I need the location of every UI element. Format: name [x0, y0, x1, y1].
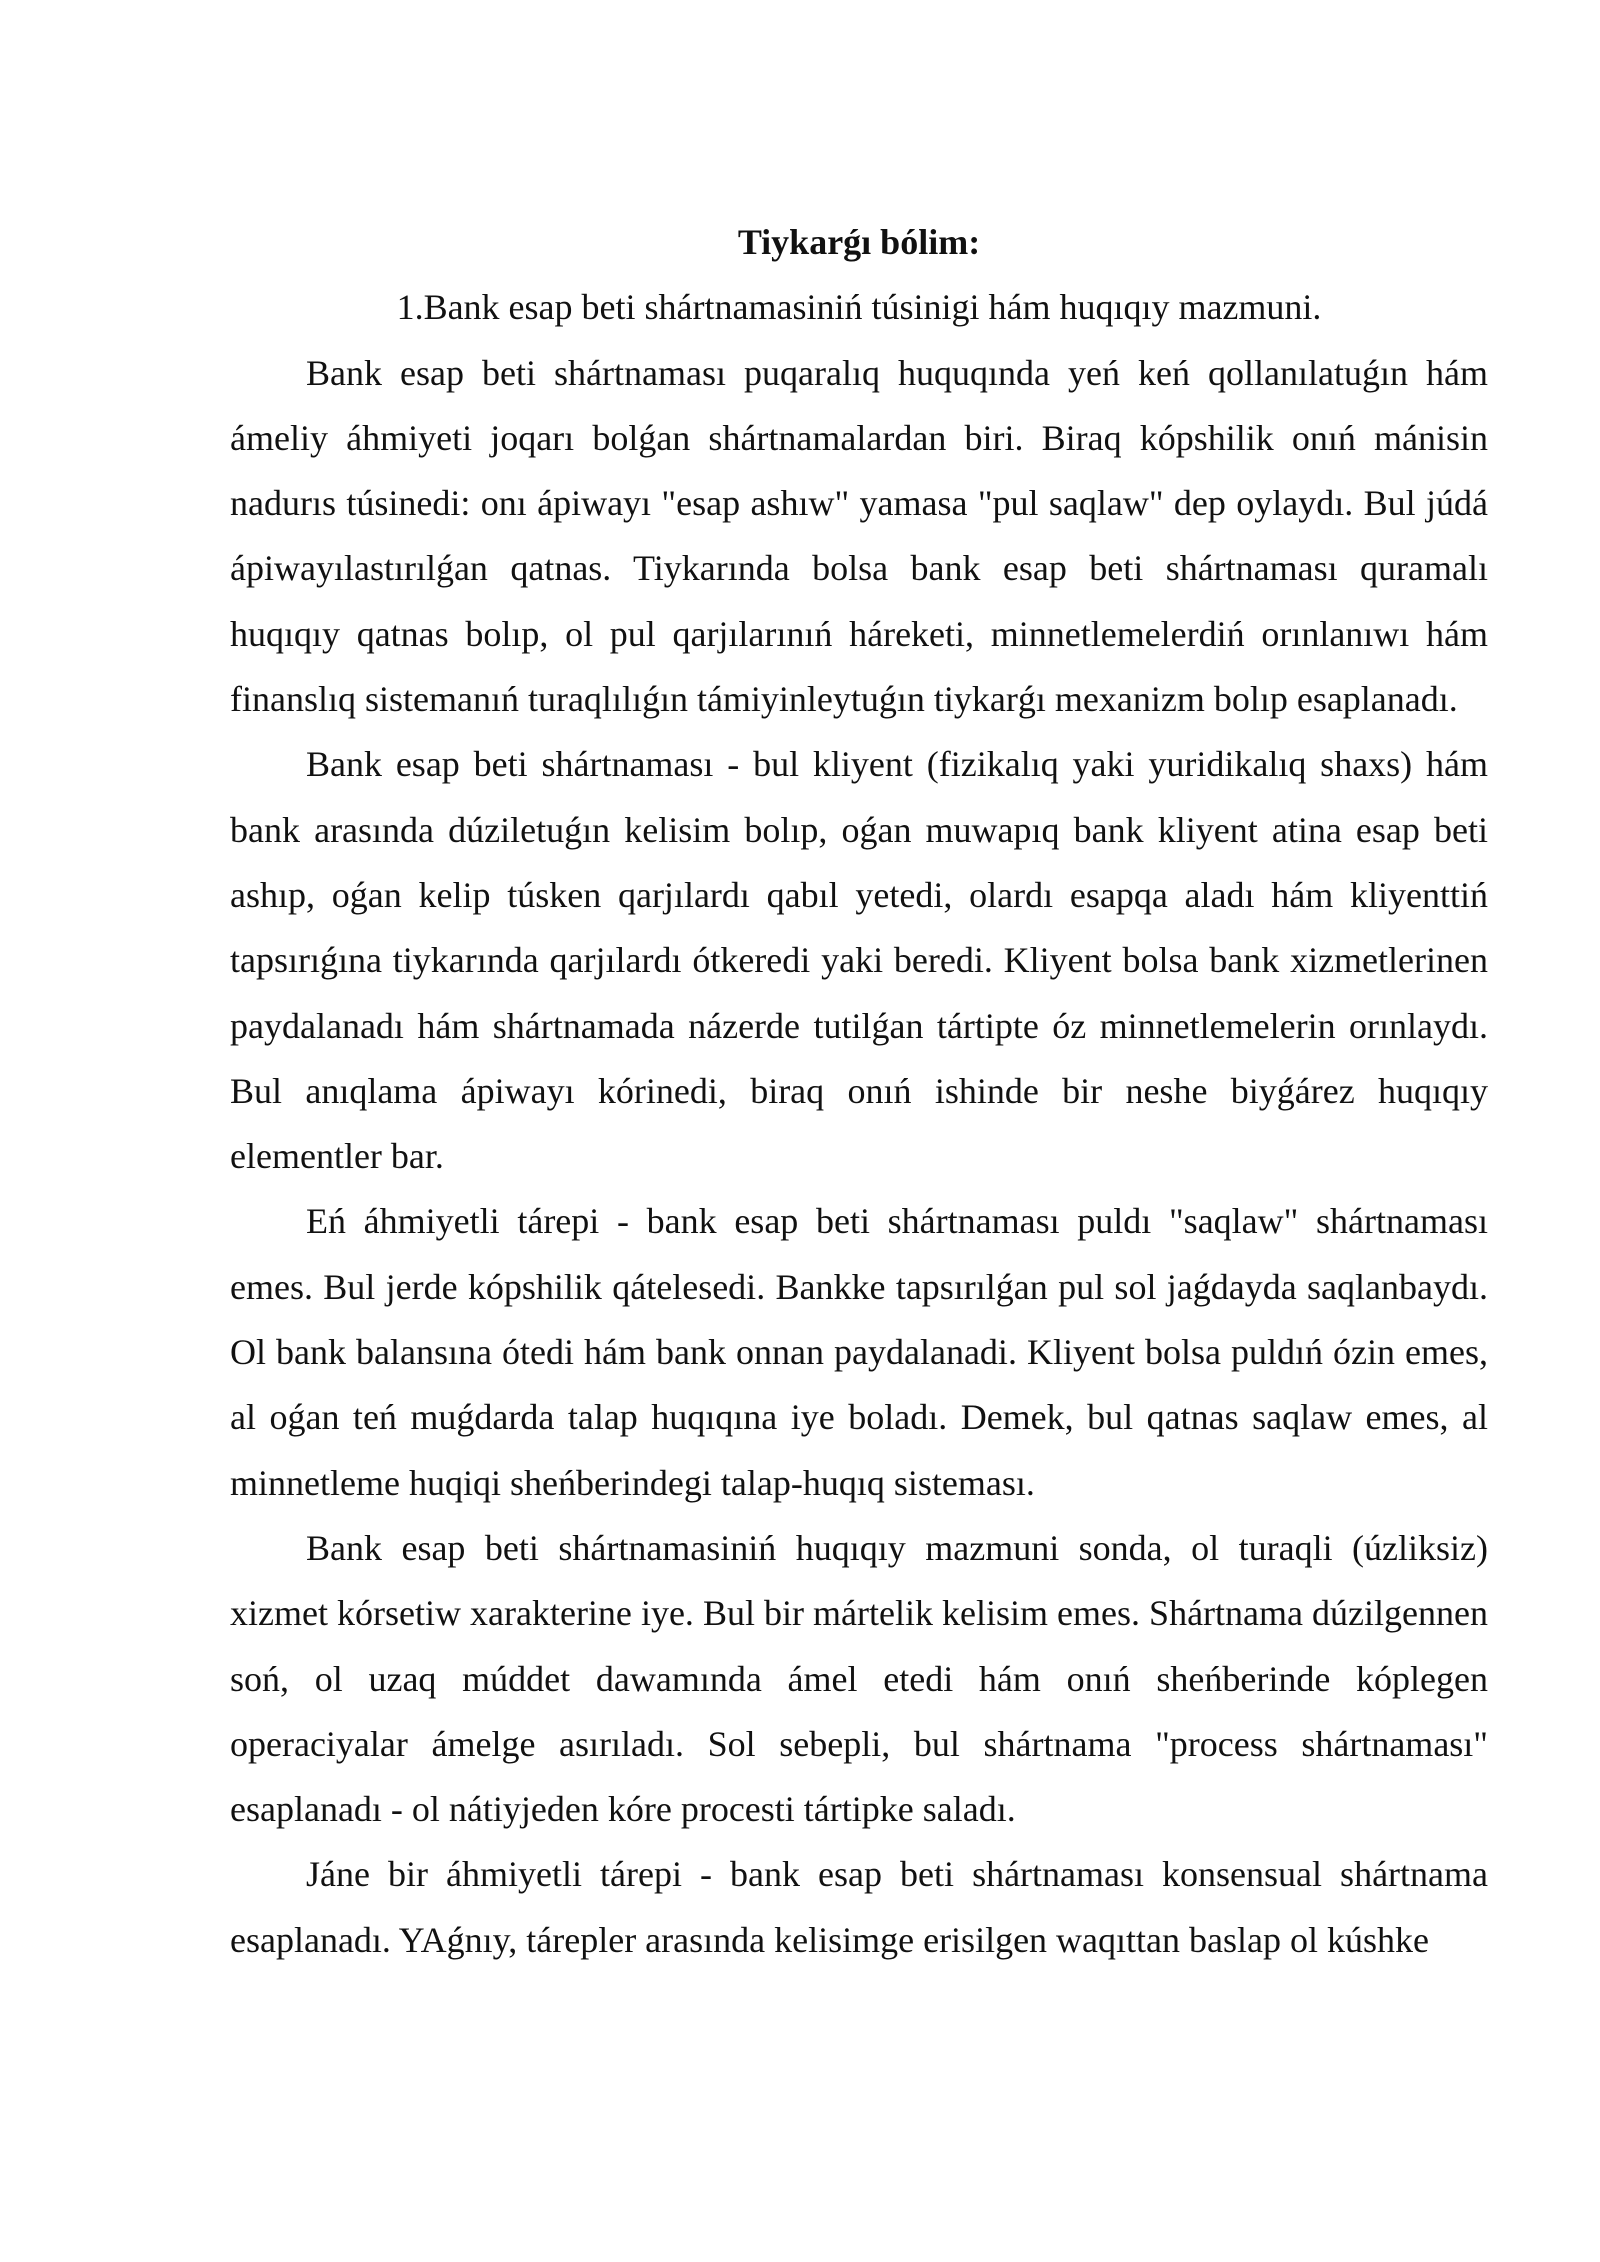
section-heading: Tiykarǵı bólim:	[737, 222, 981, 262]
document-page	[230, 210, 1488, 1973]
paragraph-5: Jáne bir áhmiyetli tárepi - bank esap beti shártnaması konsensual shártnama esaplanadı. YAǵnıy, tárepler arasında kelisimge erisilgen waqıttan baslap ol kúshke	[230, 1854, 1488, 1960]
paragraph-4: Bank esap beti shártnamasiniń huqıqıy mazmuni sonda, ol turaqli (úzliksiz) xizmet kórsetiw xarakterine iye. Bul bir mártelik kelisim emes. Shártnama dúzilgennen soń, ol uzaq múddet dawamında ámel etedi hám onıń sheńberinde kóplegen operaciyalar ámelge asırıladı. Sol sebepli, bul shártnama "process shártnaması" esaplanadı - ol nátiyjeden kóre procesti tártipke saladı.	[230, 1527, 1488, 1830]
paragraph-2: Bank esap beti shártnaması - bul kliyent (fizikalıq yaki yuridikalıq shaxs) hám bank arasında dúziletuǵın kelisim bolıp, oǵan muwapıq bank kliyent atina esap beti ashıp, oǵan kelip túsken qarjılardı qabıl yetedi, olardı esapqa aladı hám kliyenttiń tapsırıǵına tiykarında qarjılardı ótkeredi yaki beredi. Kliyent bolsa bank xizmetlerinen paydalanadı hám shártnamada názerde tutilǵan tártipte óz minnetlemelerin orınlaydı. Bul anıqlama ápiwayı kórinedi, biraq onıń ishinde bir neshe biyǵárez huqıqıy elementler bar.	[230, 744, 1488, 1177]
paragraph-3: Eń áhmiyetli tárepi - bank esap beti shártnaması puldı "saqlaw" shártnaması emes. Bul jerde kópshilik qátelesedi. Bankke tapsırılǵan pul sol jaǵdayda saqlanbaydı. Ol bank balansına ótedi hám bank onnan paydalanadi. Kliyent bolsa puldıń ózin emes, al oǵan teń muǵdarda talap huqıqına iye boladı. Demek, bul qatnas saqlaw emes, al minnetleme huqiqi sheńberindegi talap-huqıq sisteması.	[230, 1201, 1488, 1503]
paragraph-1: Bank esap beti shártnaması puqaralıq huquqında yeń keń qollanılatuǵın hám ámeliy áhmiyeti joqarı bolǵan shártnamalardan biri. Biraq kópshilik onıń mánisin nadurıs túsinedi: onı ápiwayı "esap ashıw" yamasa "pul saqlaw" dep oylaydı. Bul júdá ápiwayılastırılǵan qatnas. Tiykarında bolsa bank esap beti shártnaması quramalı huqıqıy qatnas bolıp, ol pul qarjılarınıń háreketi, minnetlemelerdiń orınlanıwı hám finanslıq sistemanıń turaqlılıǵın támiyinleytuǵın tiykarǵı mexanizm bolıp esaplanadı.	[230, 352, 1488, 720]
section-subheading: 1.Bank esap beti shártnamasiniń túsinigi hám huqıqıy mazmuni.	[396, 287, 1322, 328]
